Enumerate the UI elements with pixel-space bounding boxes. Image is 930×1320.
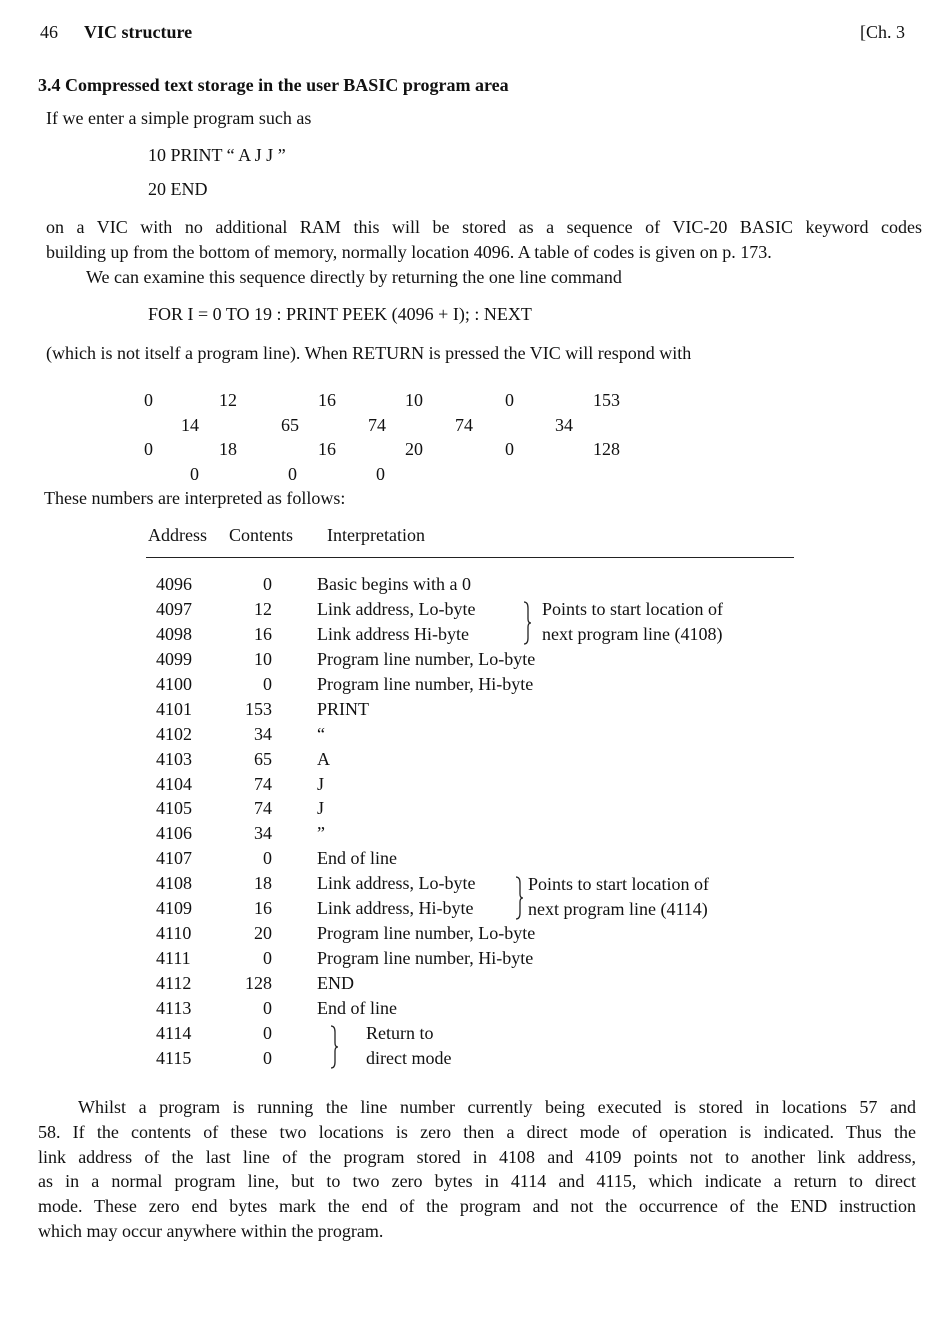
output-value: 0 <box>505 439 514 459</box>
address-cell: 4103 <box>156 748 192 769</box>
output-value: 12 <box>219 390 237 410</box>
contents-cell: 153 <box>245 698 272 719</box>
intro-text: If we enter a simple program such as <box>46 108 312 128</box>
program-line: 10 PRINT “ A J J ” <box>148 145 286 165</box>
address-cell: 4102 <box>156 723 192 744</box>
program-listing <box>148 144 286 212</box>
table-row <box>0 947 930 972</box>
interpretation-cell: Link address Hi-byte <box>317 623 469 644</box>
output-value: 10 <box>405 390 423 410</box>
output-value: 16 <box>318 439 336 459</box>
output-value: 74 <box>368 414 386 435</box>
column-header-interpretation: Interpretation <box>327 525 425 545</box>
table-row <box>0 648 930 673</box>
table-row <box>0 922 930 947</box>
link-note: Points to start location of <box>528 874 709 894</box>
output-value: 0 <box>144 439 153 459</box>
paragraph-line: 58. If the contents of these two locations is zero then a direct mode of operation is indicated. Thus the <box>38 1121 916 1142</box>
output-value: 14 <box>181 414 199 435</box>
contents-cell: 0 <box>263 997 272 1018</box>
address-cell: 4111 <box>156 948 191 969</box>
table-row <box>0 822 930 847</box>
paragraph-line: link address of the last line of the program stored in 4108 and 4109 points not to another link address, <box>38 1146 916 1167</box>
table-row <box>0 797 930 822</box>
table-row <box>0 847 930 872</box>
address-cell: 4098 <box>156 623 192 644</box>
interpretation-cell: Link address, Hi-byte <box>317 898 474 919</box>
page-number: 46 <box>40 22 58 42</box>
output-value: 153 <box>593 390 620 410</box>
paragraph-line: as in a normal program line, but to two zero bytes in 4114 and 4115, which indicate a return to direct <box>38 1171 916 1192</box>
output-value: 0 <box>144 390 153 410</box>
address-cell: 4101 <box>156 698 192 719</box>
interpretation-cell: Program line number, Lo-byte <box>317 648 536 669</box>
interpret-intro: These numbers are interpreted as follows: <box>44 488 346 508</box>
table-row <box>0 673 930 698</box>
brace-icon <box>329 1024 339 1070</box>
output-value: 0 <box>190 463 199 484</box>
address-cell: 4114 <box>156 1022 192 1043</box>
output-value: 0 <box>376 463 385 484</box>
interpretation-cell: END <box>317 973 354 993</box>
table-row <box>0 997 930 1022</box>
contents-cell: 0 <box>263 1022 272 1043</box>
table-row <box>0 897 930 922</box>
contents-cell: 12 <box>254 598 272 619</box>
output-row <box>0 463 930 487</box>
contents-cell: 0 <box>263 948 272 969</box>
interpretation-cell: Program line number, Hi-byte <box>317 673 534 694</box>
table-row <box>0 698 930 723</box>
section-title: 3.4 Compressed text storage in the user BASIC program area <box>38 75 509 95</box>
chapter-reference: [Ch. 3 <box>860 22 905 42</box>
program-line: 20 END <box>148 179 208 199</box>
address-cell: 4106 <box>156 823 192 844</box>
address-cell: 4113 <box>156 997 192 1018</box>
output-value: 0 <box>505 390 514 410</box>
contents-cell: 74 <box>254 798 272 819</box>
table-rule <box>146 557 794 558</box>
interpretation-cell: A <box>317 748 330 769</box>
address-cell: 4100 <box>156 673 192 694</box>
contents-cell: 0 <box>263 1047 272 1068</box>
column-header-contents: Contents <box>229 525 294 545</box>
address-cell: 4105 <box>156 798 192 819</box>
contents-cell: 34 <box>254 723 272 744</box>
contents-cell: 20 <box>254 923 272 944</box>
table-row <box>0 598 930 623</box>
address-cell: 4107 <box>156 848 192 869</box>
address-cell: 4097 <box>156 598 192 619</box>
interpretation-cell: J <box>317 798 325 819</box>
paragraph-line: We can examine this sequence directly by returning the one line command <box>86 267 622 287</box>
output-value: 16 <box>318 390 336 410</box>
command-line: FOR I = 0 TO 19 : PRINT PEEK (4096 + I); : NEXT <box>148 304 532 324</box>
brace-icon <box>522 600 532 646</box>
paragraph-line: on a VIC with no additional RAM this will be stored as a sequence of VIC-20 BASIC keyword codes <box>46 217 922 237</box>
interpretation-cell: End of line <box>317 848 397 869</box>
table-row <box>0 1047 930 1072</box>
output-value: 20 <box>405 439 423 459</box>
output-row <box>0 414 930 438</box>
return-note: Return to <box>366 1023 434 1043</box>
address-cell: 4104 <box>156 773 192 794</box>
address-cell: 4099 <box>156 648 192 669</box>
interpretation-cell: Link address, Lo-byte <box>317 598 476 619</box>
contents-cell: 0 <box>263 673 272 694</box>
interpretation-cell: ” <box>317 823 325 844</box>
table-row <box>0 623 930 648</box>
running-head: VIC structure <box>84 22 193 42</box>
interpretation-cell: Program line number, Lo-byte <box>317 923 536 944</box>
address-cell: 4108 <box>156 873 192 894</box>
output-row <box>0 438 930 462</box>
interpretation-cell: “ <box>317 723 325 744</box>
address-cell: 4096 <box>156 574 192 594</box>
address-cell: 4109 <box>156 898 192 919</box>
contents-cell: 65 <box>254 748 272 769</box>
table-row <box>0 773 930 798</box>
contents-cell: 34 <box>254 823 272 844</box>
interpretation-cell: Link address, Lo-byte <box>317 873 476 894</box>
paragraph-line: which may occur anywhere within the program. <box>38 1220 384 1241</box>
contents-cell: 0 <box>263 848 272 869</box>
paragraph <box>46 216 922 291</box>
table-row <box>0 573 930 598</box>
contents-cell: 0 <box>263 574 272 594</box>
paragraph-line: mode. These zero end bytes mark the end of the program and not the occurrence of the END instruction <box>38 1196 916 1217</box>
link-note: Points to start location of <box>542 599 723 619</box>
link-note: next program line (4114) <box>528 899 708 919</box>
contents-cell: 10 <box>254 648 272 669</box>
output-value: 65 <box>281 414 299 435</box>
interpretation-cell: Program line number, Hi-byte <box>317 948 534 969</box>
table-row <box>0 723 930 748</box>
table-row <box>0 972 930 997</box>
interpretation-cell: Basic begins with a 0 <box>317 574 471 594</box>
table-row <box>0 748 930 773</box>
address-cell: 4112 <box>156 973 192 993</box>
paragraph-line: building up from the bottom of memory, normally location 4096. A table of codes is given on p. 173. <box>46 242 772 262</box>
running-header <box>0 21 930 45</box>
contents-cell: 74 <box>254 773 272 794</box>
contents-cell: 16 <box>254 898 272 919</box>
table-row <box>0 872 930 897</box>
brace-icon <box>514 875 524 921</box>
contents-cell: 128 <box>245 973 272 993</box>
output-value: 18 <box>219 439 237 459</box>
paragraph-line: (which is not itself a program line). When RETURN is pressed the VIC will respond with <box>46 343 692 363</box>
output-row <box>0 389 930 413</box>
interpretation-table <box>0 573 930 1072</box>
return-note: direct mode <box>366 1048 452 1068</box>
contents-cell: 18 <box>254 873 272 894</box>
closing-paragraph <box>38 1096 916 1245</box>
paragraph-line: Whilst a program is running the line number currently being executed is stored in locations 57 and <box>78 1097 916 1117</box>
contents-cell: 16 <box>254 623 272 644</box>
link-note: next program line (4108) <box>542 624 723 644</box>
column-header-address: Address <box>148 525 207 545</box>
table-row <box>0 1022 930 1047</box>
address-cell: 4115 <box>156 1047 192 1068</box>
interpretation-cell: J <box>317 773 325 794</box>
address-cell: 4110 <box>156 923 192 944</box>
output-value: 0 <box>288 463 297 484</box>
vic-output <box>0 389 930 487</box>
output-value: 74 <box>455 414 473 435</box>
interpretation-cell: PRINT <box>317 698 370 719</box>
interpretation-cell: End of line <box>317 997 397 1018</box>
output-value: 128 <box>593 439 620 459</box>
table-header <box>0 524 930 548</box>
output-value: 34 <box>555 414 573 435</box>
